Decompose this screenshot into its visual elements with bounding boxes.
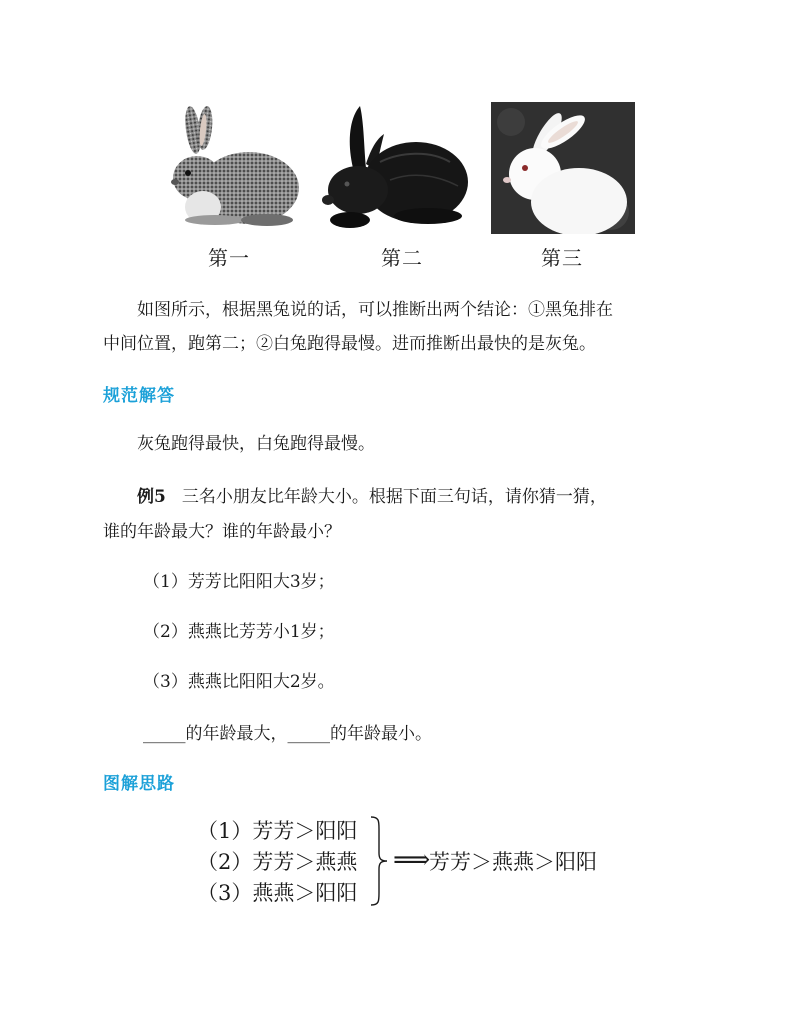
answer-section-title: 规范解答 <box>103 386 175 406</box>
example-line-1 <box>103 479 607 515</box>
implies-arrow: ⟹ <box>393 845 431 875</box>
diagram-line-2: （2）芳芳＞燕燕 <box>197 850 358 874</box>
example-line-2: 谁的年龄最大？谁的年龄最小？ <box>103 522 341 542</box>
black-rabbit-image <box>320 102 472 234</box>
diagram-line-1: （1）芳芳＞阳阳 <box>197 819 358 843</box>
clue-1: （1）芳芳比阳阳大3岁； <box>143 572 335 592</box>
diagram-section-title: 图解思路 <box>103 774 175 794</box>
example-question: 三名小朋友比年龄大小。根据下面三句话，请你猜一猜， <box>181 487 607 507</box>
clue-3: （3）燕燕比阳阳大2岁。 <box>143 672 335 692</box>
reasoning-diagram <box>197 811 637 911</box>
grey-rabbit-image <box>163 102 303 234</box>
answer-text: 灰兔跑得最快，白兔跑得最慢。 <box>137 434 375 454</box>
explanation-line-2: 中间位置，跑第二；②白兔跑得最慢。进而推断出最快的是灰兔。 <box>103 334 596 354</box>
explanation-line-1: 如图所示，根据黑兔说的话，可以推断出两个结论：①黑兔排在 <box>137 300 613 320</box>
right-brace <box>369 815 389 907</box>
diagram-conclusion: 芳芳＞燕燕＞阳阳 <box>429 850 597 874</box>
diagram-line-3: （3）燕燕＞阳阳 <box>197 881 358 905</box>
white-rabbit-image <box>491 102 635 234</box>
clue-2: （2）燕燕比芳芳小1岁； <box>143 622 335 642</box>
example-label: 例5 <box>137 487 166 507</box>
caption-first: 第一 <box>208 246 250 270</box>
caption-second: 第二 <box>381 246 423 270</box>
caption-third: 第三 <box>541 246 583 270</box>
fill-in-blank-line: _____的年龄最大，_____的年龄最小。 <box>143 724 432 744</box>
